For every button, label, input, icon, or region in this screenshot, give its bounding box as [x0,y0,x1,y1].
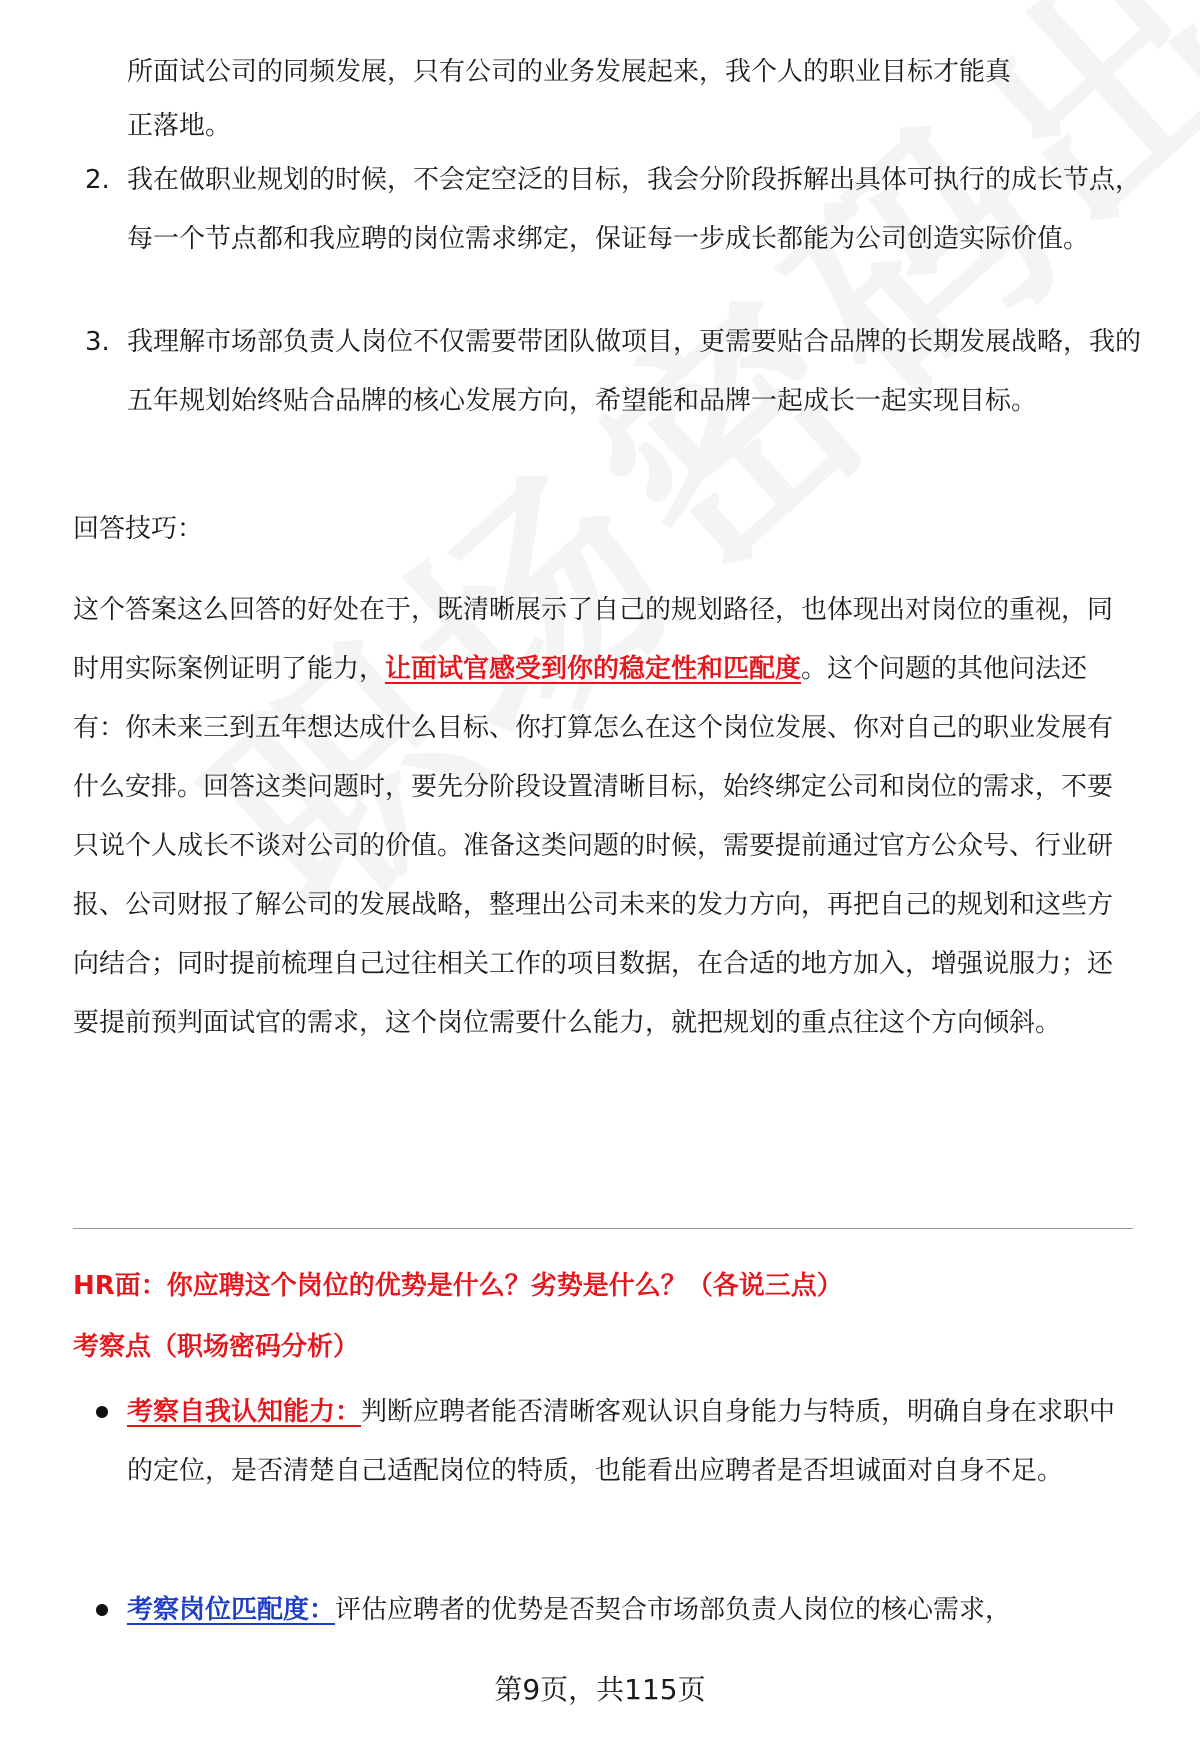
analysis-heading: 考察点（职场密码分析） [73,1332,360,1362]
page-footer: 第9页，共115页 [494,1673,706,1706]
list-item-number: 2. [85,165,110,195]
question-heading: HR面：你应聘这个岗位的优势是什么？劣势是什么？（各说三点） [73,1271,843,1301]
bullet-label: 考察自我认知能力： [127,1397,362,1427]
tips-highlight: 让面试官感受到你的稳定性和匹配度 [385,654,802,684]
section-divider [73,1228,1133,1229]
tips-paragraph [73,581,1133,1053]
list-item-text: 我理解市场部负责人岗位不仅需要带团队做项目，更需要贴合品牌的长期发展战略，我的五年规划始终贴合品牌的核心发展方向，希望能和品牌一起成长一起实现目标。 [127,327,1142,416]
intro-line-1: 所面试公司的同频发展，只有公司的业务发展起来，我个人的职业目标才能真 [127,57,1012,87]
list-item-text: 我在做职业规划的时候，不会定空泛的目标，我会分阶段拆解出具体可执行的成长节点，每一个节点都和我应聘的岗位需求绑定，保证每一步成长都能为公司创造实际价值。 [127,165,1142,254]
bullet-dot [96,1604,108,1616]
bullet-label: 考察岗位匹配度： [127,1595,336,1625]
bullet-text: 判断应聘者能否清晰客观认识自身能力与特质，明确自身在求职中的定位，是否清楚自己适配岗位的特质，也能看出应聘者是否坦诚面对自身不足。 [127,1397,1116,1486]
bullet-item [127,1383,1137,1501]
intro-line-2: 正落地。 [127,111,232,141]
list-item-number: 3. [85,327,110,357]
tips-text-before: 这个答案这么回答的好处在于，既清晰展示了自己的规划路径，也体现出对岗位的重视，同时用实际案例证明了能力， [73,595,1114,684]
bullet-text: 评估应聘者的优势是否契合市场部负责人岗位的核心需求， [335,1595,1012,1625]
bullet-item [127,1581,1137,1640]
tips-text-after: 。这个问题的其他问法还有：你未来三到五年想达成什么目标、你打算怎么在这个岗位发展、你对自己的职业发展有什么安排。回答这类问题时，要先分阶段设置清晰目标，始终绑定公司和岗位的需求，不要只说个人成长不谈对公司的价值。准备这类问题的时候，需要提前通过官方公众号、行业研报、公司财报了解公司的发展战略，整理出公司未来的发力方向，再把自己的规划和这些方向结合；同时提前梳理自己过往相关工作的项目数据，在合适的地方加入，增强说服力；还要提前预判面试官的需求，这个岗位需要什么能力，就把规划的重点往这个方向倾斜。 [73,654,1114,1038]
bullet-dot [96,1406,108,1418]
tips-heading: 回答技巧： [73,514,204,544]
